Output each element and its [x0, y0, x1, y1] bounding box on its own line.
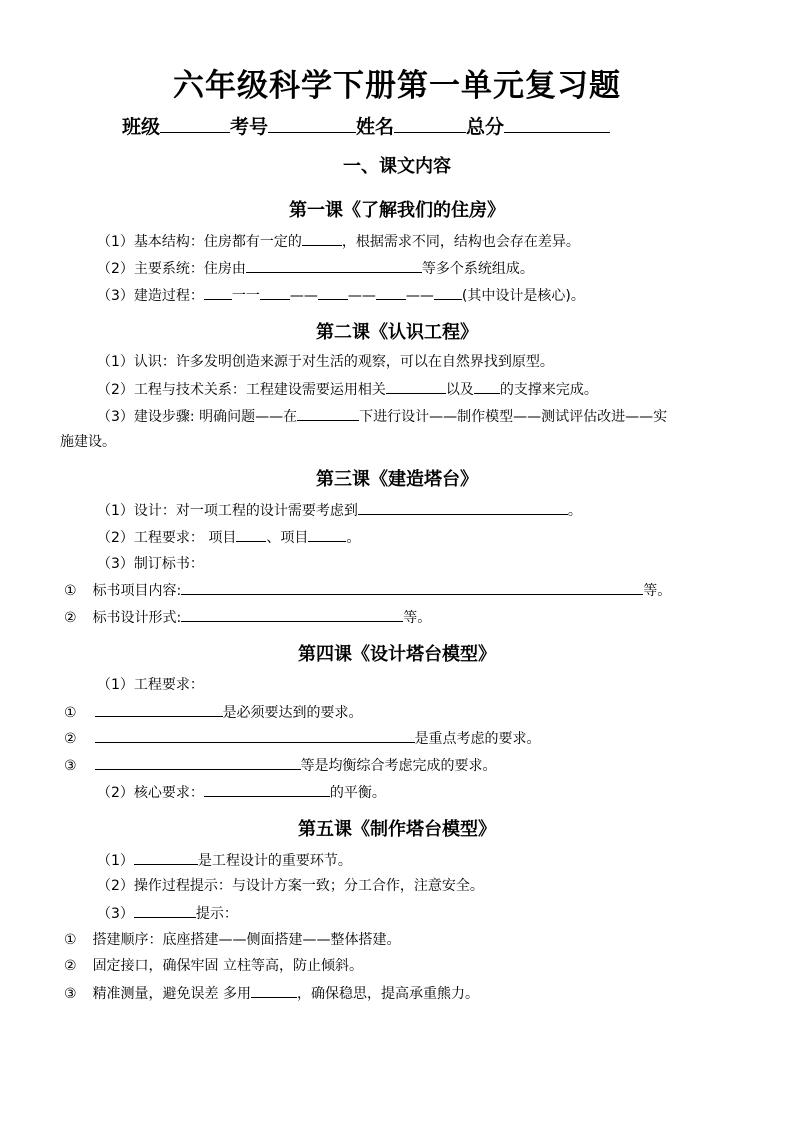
lesson4-title: 第四课《设计塔台模型》 [298, 644, 496, 665]
answer-blank[interactable] [134, 903, 196, 918]
score-blank[interactable] [504, 114, 610, 133]
circled-number: ③ [64, 758, 77, 774]
lesson5-item2 [64, 956, 363, 976]
lesson3-title: 第三课《建造塔台》 [316, 469, 478, 490]
text: 。 [567, 503, 582, 519]
answer-blank[interactable] [302, 231, 342, 246]
lesson1-title: 第一课《了解我们的住房》 [289, 200, 505, 221]
class-blank[interactable] [160, 114, 230, 133]
exam-no-blank[interactable] [268, 114, 356, 133]
lesson3-q3: （3）制订标书： [97, 556, 204, 572]
text: 以及 [445, 382, 474, 398]
text: 等。 [643, 583, 672, 599]
answer-blank[interactable] [251, 983, 297, 998]
text: 。 [346, 530, 361, 546]
answer-blank[interactable] [297, 406, 359, 421]
lesson1-q2 [97, 258, 534, 279]
text: （2）主要系统：住房由 [97, 261, 246, 277]
text: ，确保稳思，提高承重熊力。 [297, 986, 480, 1002]
circled-number: ① [64, 705, 77, 721]
lesson2-q1: （1）认识：许多发明创造来源于对生活的观察，可以在自然界找到原型。 [97, 354, 554, 370]
answer-blank[interactable] [308, 527, 346, 542]
lesson4-item2 [64, 728, 541, 749]
lesson4-q2 [97, 782, 386, 803]
circled-number: ② [64, 958, 77, 974]
answer-blank[interactable] [95, 728, 415, 743]
text: 提示： [195, 906, 238, 922]
answer-blank[interactable] [434, 285, 462, 300]
text: (其中设计是核心)。 [461, 288, 585, 304]
text: ，根据需求不同，结构也会存在差异。 [341, 234, 580, 250]
circled-number: ② [64, 731, 77, 747]
name-label: 姓名 [356, 116, 395, 138]
text: 的支撑来完成。 [499, 382, 598, 398]
exam-no-label: 考号 [230, 116, 269, 138]
answer-blank[interactable] [246, 258, 422, 273]
text: —— [347, 288, 376, 304]
text: 等是均衡综合考虑完成的要求。 [300, 758, 497, 774]
circled-number: ③ [64, 986, 77, 1002]
lesson3-q1 [97, 500, 582, 521]
answer-blank[interactable] [474, 379, 500, 394]
lesson3-item1 [64, 580, 671, 601]
lesson3-q2 [97, 527, 360, 548]
text: （3） [97, 906, 134, 922]
lesson4-item3 [64, 755, 497, 776]
text: 下进行设计——制作模型——测试评估改进——实 [359, 409, 668, 425]
lesson5-q1 [97, 850, 352, 871]
answer-blank[interactable] [236, 527, 266, 542]
text: （1） [97, 853, 134, 869]
lesson4-item1 [64, 702, 363, 723]
lesson5-title: 第五课《制作塔台模型》 [298, 819, 496, 840]
text: 标书项目内容: [92, 583, 182, 599]
answer-blank[interactable] [204, 782, 330, 797]
lesson1-q1 [97, 231, 580, 252]
text: （1）基本结构：住房都有一定的 [97, 234, 302, 250]
text: —— [289, 288, 318, 304]
text: （2）工程与技术关系：工程建设需要运用相关 [97, 382, 386, 398]
text: 等多个系统组成。 [421, 261, 534, 277]
header-fields [122, 112, 610, 139]
text: 是必须要达到的要求。 [222, 705, 363, 721]
answer-blank[interactable] [358, 500, 568, 515]
text: 一一 [231, 288, 260, 304]
lesson5-item1 [64, 930, 401, 950]
text: （2）工程要求： 项目 [97, 530, 237, 546]
lesson5-q2: （2）操作过程提示：与设计方案一致；分工合作，注意安全。 [97, 878, 484, 894]
answer-blank[interactable] [260, 285, 290, 300]
text: 是重点考虑的要求。 [414, 731, 541, 747]
score-label: 总分 [466, 116, 505, 138]
lesson5-item3 [64, 983, 479, 1004]
page-title: 六年级科学下册第一单元复习题 [173, 68, 621, 104]
answer-blank[interactable] [95, 755, 301, 770]
text: 固定接口，确保牢固 立柱等高，防止倾斜。 [92, 958, 364, 974]
answer-blank[interactable] [181, 607, 403, 622]
answer-blank[interactable] [95, 702, 223, 717]
section-heading: 一、课文内容 [343, 156, 451, 177]
text: —— [405, 288, 434, 304]
text: （1）设计：对一项工程的设计需要考虑到 [97, 503, 358, 519]
answer-blank[interactable] [376, 285, 406, 300]
lesson5-q3 [97, 903, 238, 924]
text: （3）建造过程： [97, 288, 204, 304]
answer-blank[interactable] [134, 850, 198, 865]
answer-blank[interactable] [204, 285, 232, 300]
answer-blank[interactable] [318, 285, 348, 300]
text: 是工程设计的重要环节。 [197, 853, 352, 869]
lesson2-title: 第二课《认识工程》 [316, 322, 478, 343]
text: （3）建设步骤: 明确问题——在 [97, 409, 298, 425]
lesson2-q3 [97, 406, 667, 427]
lesson2-q2 [97, 379, 598, 400]
class-label: 班级 [122, 116, 161, 138]
lesson1-q3 [97, 285, 585, 306]
text: 、项目 [266, 530, 309, 546]
lesson2-q3-continued: 施建设。 [60, 434, 116, 450]
text: （2）核心要求： [97, 785, 204, 801]
lesson3-item2 [64, 607, 431, 628]
circled-number: ① [64, 583, 77, 599]
answer-blank[interactable] [386, 379, 446, 394]
text: 标书设计形式: [92, 610, 182, 626]
text: 的平衡。 [329, 785, 386, 801]
lesson4-q1: （1）工程要求： [97, 677, 204, 693]
text: 精准测量，避免误差 多用 [92, 986, 252, 1002]
circled-number: ① [64, 932, 77, 948]
text: 搭建顺序：底座搭建——侧面搭建——整体搭建。 [92, 932, 401, 948]
name-blank[interactable] [394, 114, 466, 133]
answer-blank[interactable] [181, 580, 643, 595]
text: 等。 [403, 610, 432, 626]
circled-number: ② [64, 610, 77, 626]
